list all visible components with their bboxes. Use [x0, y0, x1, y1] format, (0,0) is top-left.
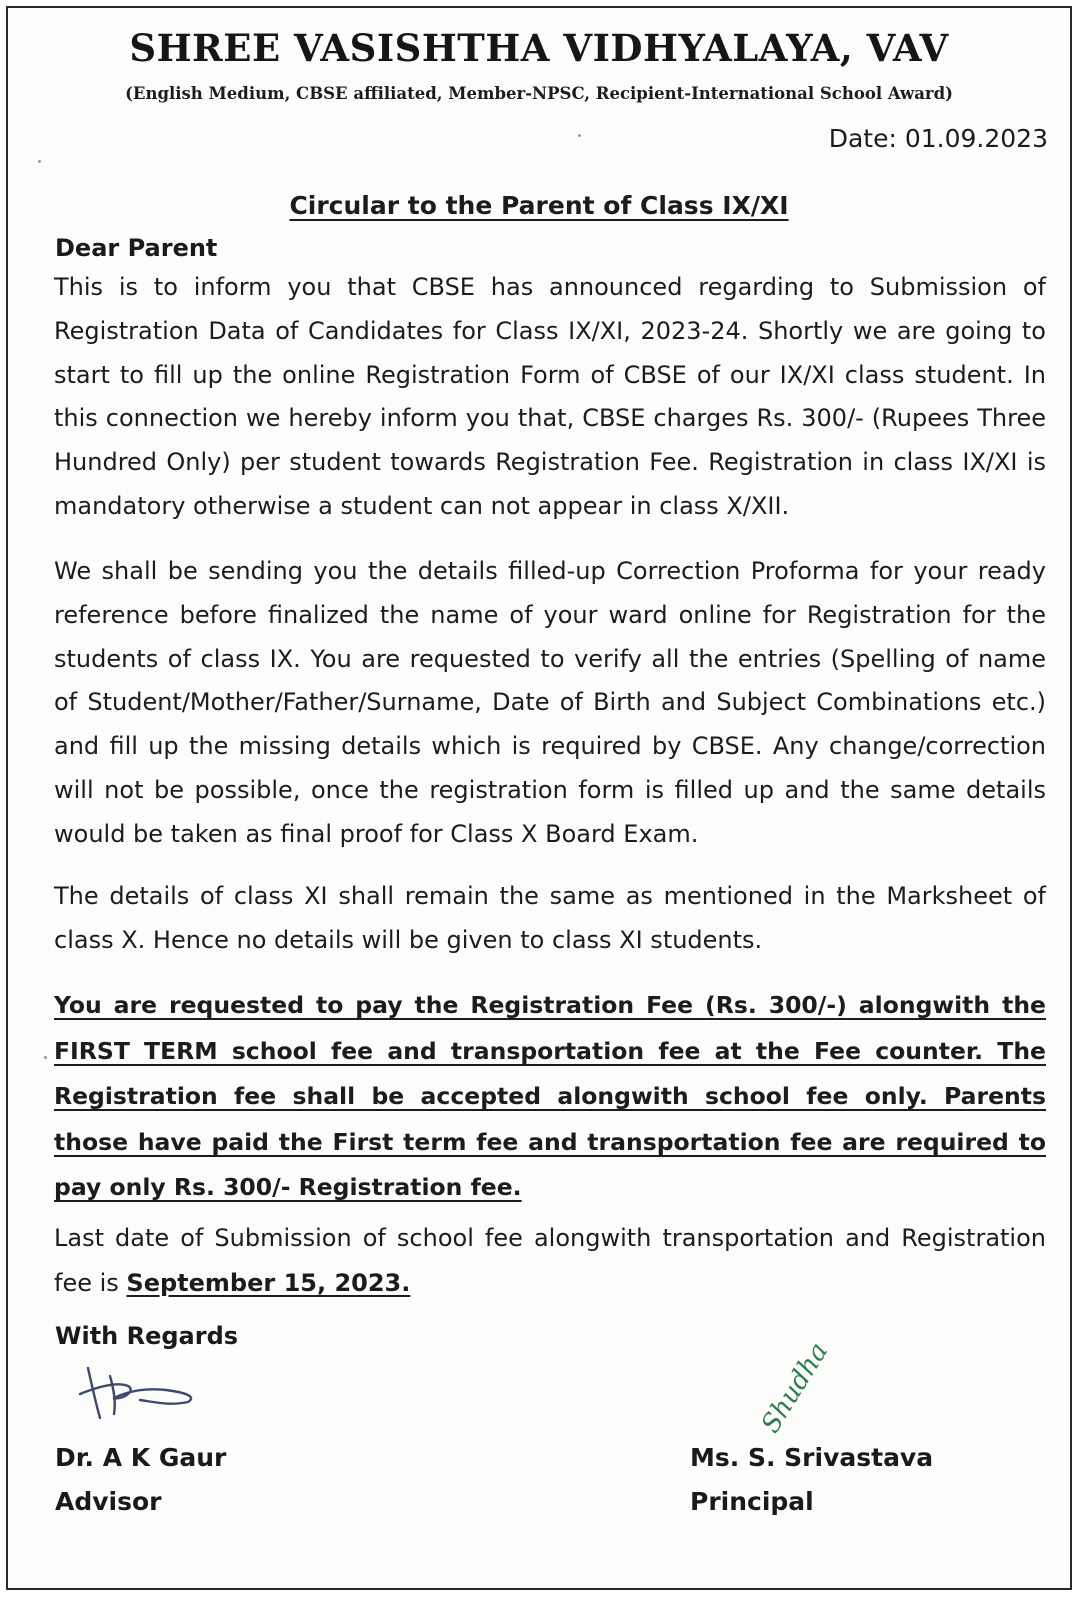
last-date-value: September 15, 2023.	[126, 1269, 411, 1297]
school-name: SHREE VASISHTHA VIDHYALAYA, VAV	[129, 26, 949, 70]
circular-title	[8, 191, 1070, 220]
scan-speck	[38, 160, 41, 163]
paragraph-last-date	[54, 1216, 1046, 1306]
school-affiliation: (English Medium, CBSE affiliated, Member-NPSC, Recipient-International School Award)	[125, 84, 953, 103]
principal-name: Ms. S. Srivastava	[690, 1443, 934, 1472]
advisor-title: Advisor	[55, 1487, 162, 1516]
advisor-signature	[70, 1356, 210, 1426]
scan-speck	[44, 1056, 47, 1059]
circular-date: Date: 01.09.2023	[828, 124, 1048, 153]
principal-title: Principal	[690, 1487, 814, 1516]
principal-block	[690, 1436, 933, 1524]
principal-signature	[740, 1338, 850, 1438]
principal-signature-text: Shudha	[755, 1338, 835, 1438]
circular-page	[6, 6, 1072, 1590]
salutation: Dear Parent	[55, 234, 218, 262]
advisor-name: Dr. A K Gaur	[55, 1443, 227, 1472]
regards-text: With Regards	[55, 1322, 239, 1350]
scan-speck	[578, 134, 581, 137]
paragraph-registration-info: This is to inform you that CBSE has announced regarding to Submission of Registration Data of Candidates for Class IX/XI, 2023-24. Shortly we are going to start to fill up the online Registration Form of CBSE of our IX/XI class student. In this connection we hereby inform you that, CBSE charges Rs. 300/- (Rupees Three Hundred Only) per student towards Registration Fee. Registration in class IX/XI is mandatory otherwise a student can not appear in class X/XII.	[54, 273, 1046, 520]
advisor-block	[55, 1436, 226, 1524]
paragraph-correction-proforma: We shall be sending you the details filled-up Correction Proforma for your ready reference before finalized the name of your ward online for Registration for the students of class IX. You are requested to verify all the entries (Spelling of name of Student/Mother/Father/Surname, Date of Birth and Subject Combinations etc.) and fill up the missing details which is required by CBSE. Any change/correction will not be possible, once the registration form is filled up and the same details would be taken as final proof for Class X Board Exam.	[54, 557, 1046, 848]
circular-title-text: Circular to the Parent of Class IX/XI	[289, 191, 789, 220]
paragraph-fee-payment: You are requested to pay the Registration Fee (Rs. 300/-) alongwith the FIRST TERM school fee and transportation fee at the Fee counter. The Registration fee shall be accepted alongwith school fee only. Parents those have paid the First term fee and transportation fee are required to pay only Rs. 300/- Registration fee.	[54, 991, 1046, 1201]
last-date-text: Last date of Submission of school fee alongwith transportation and Registration fee is	[54, 1224, 1046, 1297]
paragraph-class-xi-details: The details of class XI shall remain the same as mentioned in the Marksheet of class X. Hence no details will be given to class XI students.	[54, 882, 1046, 954]
